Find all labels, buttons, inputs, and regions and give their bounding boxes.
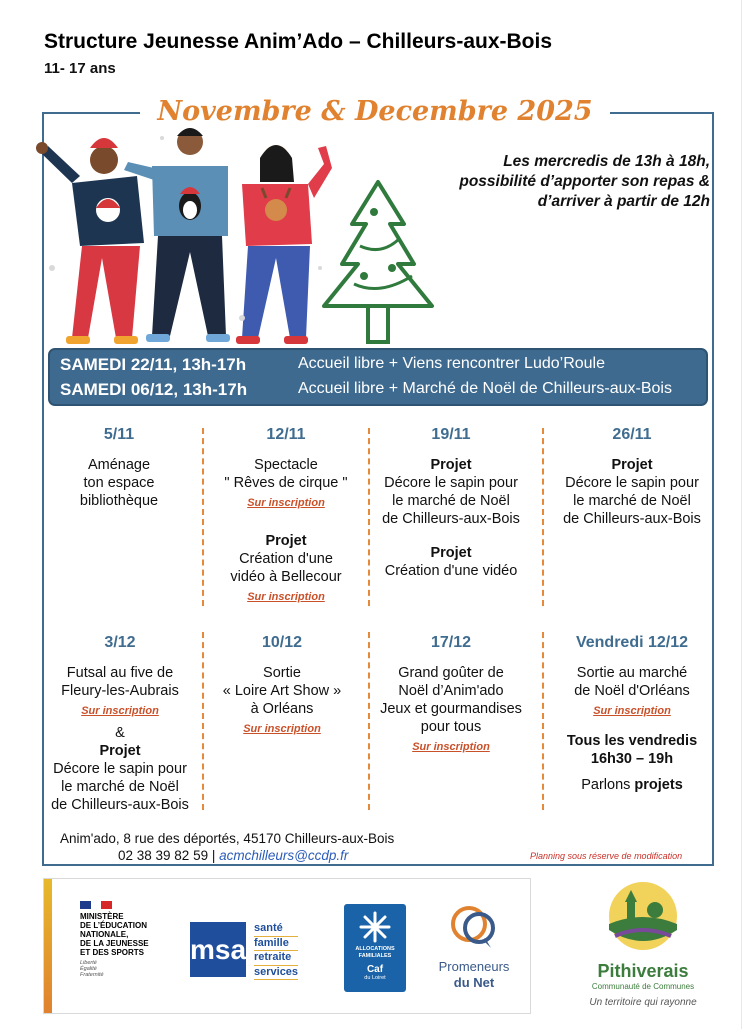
registration-note: Sur inscription (81, 705, 159, 717)
project-label: Projet (611, 457, 653, 473)
activity-cell (44, 426, 194, 510)
wednesday-note-line: d’arriver à partir de 12h (537, 193, 710, 210)
activity-text: à Orléans (250, 701, 314, 717)
promeneurs-du-net-logo (429, 904, 519, 990)
activity-text: Décore le sapin pour (384, 475, 518, 491)
footer-contact (118, 848, 348, 863)
friday-activity-text: Parlons (581, 777, 631, 793)
banner-date: SAMEDI 22/11, 13h-17h (60, 355, 247, 374)
activity-text: de Chilleurs-aux-Bois (563, 511, 701, 527)
activity-cell (370, 634, 532, 760)
caf-department: du Loiret (364, 975, 386, 981)
activity-text: Décore le sapin pour (53, 761, 187, 777)
activity-text: Spectacle (254, 457, 318, 473)
activity-text: Sortie au marché (576, 665, 688, 681)
friday-activity-bold: projets (634, 777, 683, 793)
registration-note: Sur inscription (243, 723, 321, 735)
page-title: Structure Jeunesse Anim’Ado – Chilleurs-aux-Bois (44, 30, 553, 53)
snowflake-icon (358, 910, 392, 944)
page-edge (741, 0, 742, 1029)
partner-logos (43, 878, 531, 1014)
pithiverais-logo (588, 880, 698, 1008)
activity-date: 26/11 (612, 426, 652, 443)
promeneurs-name: Promeneurs (438, 959, 510, 974)
activity-text: vidéo à Bellecour (230, 569, 342, 585)
activity-text: Fleury-les-Aubrais (61, 683, 179, 699)
column-separator (542, 428, 544, 606)
french-flag-icon (80, 901, 112, 909)
activity-text: le marché de Noël (61, 779, 179, 795)
logo-band (44, 879, 52, 1013)
column-separator (542, 632, 544, 810)
caf-logo (344, 904, 406, 992)
activity-cell (550, 426, 714, 528)
msa-words: santé famille retraite services (254, 922, 298, 980)
column-separator (202, 632, 204, 810)
ministere-name: MINISTÈRE DE L’ÉDUCATION NATIONALE, DE LA JEUNESSE ET DES SPORTS (80, 912, 149, 957)
activity-text: Création d'une vidéo (384, 563, 518, 579)
wednesday-note-line: possibilité d’apporter son repas & (459, 173, 710, 190)
activity-cell (206, 426, 366, 610)
activity-text: Noël d’Anim'ado (398, 683, 504, 699)
activity-cell (370, 426, 532, 580)
phone-number: 02 38 39 82 59 | (118, 848, 216, 863)
footer-address: Anim'ado, 8 rue des déportés, 45170 Chilleurs-aux-Bois (60, 831, 395, 846)
caf-subtitle: ALLOCATIONS FAMILIALES (355, 946, 395, 959)
project-label: Projet (99, 743, 141, 759)
activity-date: 17/12 (430, 634, 472, 651)
activity-text: de Noël d'Orléans (574, 683, 690, 699)
project-label: Projet (265, 533, 307, 549)
friday-label: Tous les vendredis (566, 733, 698, 749)
activity-date: Vendredi 12/12 (575, 634, 689, 651)
speech-bubble-icon (449, 904, 499, 950)
pithiverais-emblem-icon (605, 880, 681, 952)
activity-text: " Rêves de cirque " (224, 475, 348, 491)
banner-date: SAMEDI 06/12, 13h-17h (60, 380, 248, 399)
activity-date: 5/11 (103, 426, 135, 443)
promeneurs-name-2: du Net (453, 975, 495, 990)
activity-text: le marché de Noël (392, 493, 510, 509)
wednesday-note (410, 152, 710, 212)
wednesday-note-line: Les mercredis de 13h à 18h, (503, 153, 710, 170)
email-link[interactable]: acmchilleurs@ccdp.fr (219, 848, 349, 863)
activity-date: 3/12 (104, 634, 136, 651)
ministere-motto: Liberté Égalité Fraternité (80, 960, 104, 978)
activity-text: Aménage (87, 457, 151, 473)
activity-text: « Loire Art Show » (222, 683, 342, 699)
registration-note: Sur inscription (412, 741, 490, 753)
banner-row (60, 355, 605, 375)
activity-text: Sortie (263, 665, 301, 681)
activity-text: Futsal au five de (66, 665, 174, 681)
activity-cell (206, 634, 358, 742)
teens-illustration (32, 118, 332, 350)
activity-text: de Chilleurs-aux-Bois (382, 511, 520, 527)
planning-note: Planning sous réserve de modification (530, 851, 683, 861)
ministere-logo (80, 901, 190, 978)
registration-note: Sur inscription (247, 591, 325, 603)
msa-mark: msa (190, 922, 246, 977)
age-range: 11- 17 ans (44, 60, 116, 77)
msa-logo (190, 922, 315, 977)
activity-cell (44, 634, 196, 814)
banner-row (60, 380, 672, 400)
activity-date: 10/12 (261, 634, 303, 651)
activity-text: Jeux et gourmandises (380, 701, 522, 717)
activity-text: Décore le sapin pour (565, 475, 699, 491)
friday-hours: 16h30 – 19h (590, 751, 674, 767)
period-title: Novembre & Decembre 2025 (140, 88, 610, 136)
ampersand: & (115, 725, 125, 741)
pithiverais-subtitle: Communauté de Communes (591, 982, 695, 991)
activity-date: 19/11 (431, 426, 471, 443)
project-label: Projet (430, 457, 472, 473)
activity-text: de Chilleurs-aux-Bois (51, 797, 189, 813)
activity-date: 12/11 (266, 426, 306, 443)
friday-activity (550, 776, 714, 794)
caf-name: Caf (366, 964, 384, 975)
pithiverais-name: Pithiverais (597, 961, 689, 981)
activity-text: pour tous (420, 719, 482, 735)
activity-text: Création d'une (239, 551, 333, 567)
activity-cell (550, 634, 714, 794)
activity-text: le marché de Noël (573, 493, 691, 509)
activity-text: Grand goûter de (398, 665, 504, 681)
pithiverais-tagline: Un territoire qui rayonne (589, 997, 697, 1008)
registration-note: Sur inscription (593, 705, 671, 717)
banner-description: Accueil libre + Marché de Noël de Chilleurs-aux-Bois (298, 380, 672, 397)
activity-text: ton espace (83, 475, 155, 491)
project-label: Projet (430, 545, 472, 561)
column-separator (202, 428, 204, 606)
saturday-banner (48, 348, 708, 406)
activity-text: bibliothèque (79, 493, 159, 509)
registration-note: Sur inscription (247, 497, 325, 509)
banner-description: Accueil libre + Viens rencontrer Ludo’Roule (298, 355, 605, 372)
